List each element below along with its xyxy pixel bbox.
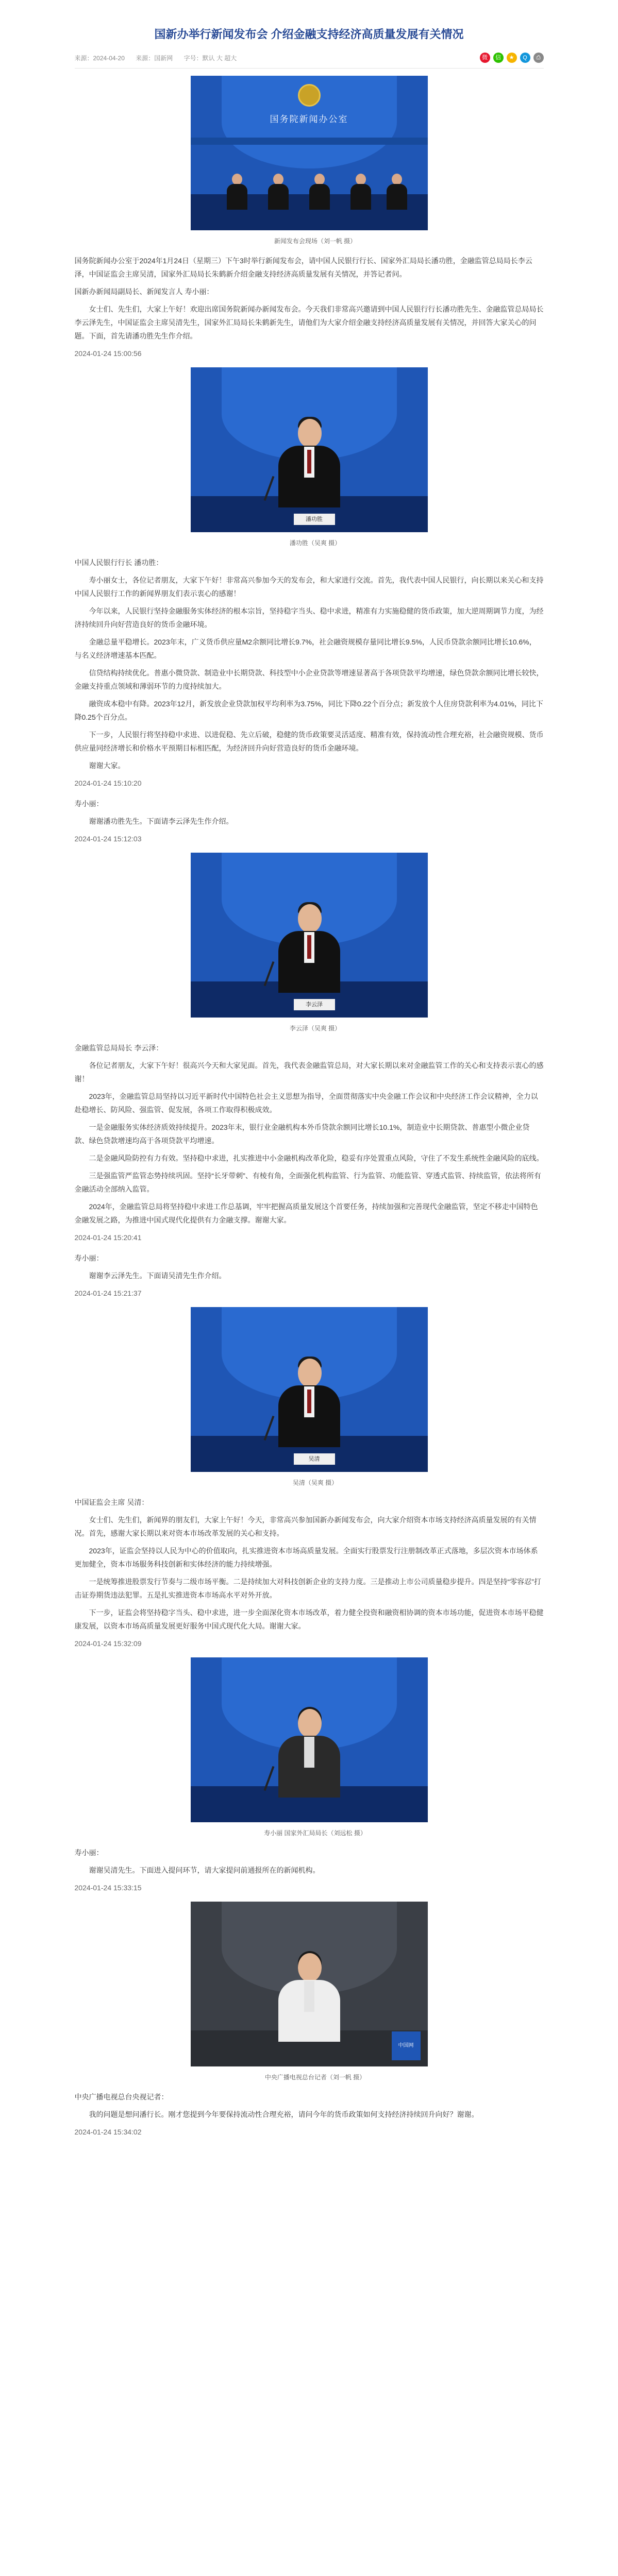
paragraph: 女士们、先生们，大家上午好！欢迎出席国务院新闻办新闻发布会。今天我们非常高兴邀请到中国人民银行行长潘功胜先生、金融监管总局局长李云泽先生，中国证监会主席吴清先生，国家外汇局局长朱鹤新先生，请他们为大家介绍金融支持经济高质量发展有关情况，并回答大家关心的问题。下面，首先请潘功胜先生作介绍。 xyxy=(74,305,544,340)
photo-block xyxy=(75,76,544,248)
nameplate: 潘功胜 xyxy=(294,514,335,525)
speaker-label: 寿小丽： xyxy=(74,800,104,808)
photo-block xyxy=(75,1307,544,1489)
article xyxy=(75,0,544,2139)
paragraph: 谢谢李云泽先生。下面请吴清先生作介绍。 xyxy=(89,1272,226,1280)
photo-caption: 潘功胜（吴爽 摄） xyxy=(289,539,341,547)
timestamp: 2024-01-24 15:12:03 xyxy=(74,835,142,843)
timestamp: 2024-01-24 15:00:56 xyxy=(74,349,142,358)
publish-date: 来源：2024-04-20 xyxy=(74,54,125,62)
speaker-photo xyxy=(191,1307,428,1472)
paragraph: 谢谢吴清先生。下面进入提问环节，请大家提问前通报所在的新闻机构。 xyxy=(89,1866,320,1874)
meta-bar xyxy=(75,47,544,69)
qzone-icon[interactable]: ★ xyxy=(507,53,517,63)
paragraph: 各位记者朋友，大家下午好！很高兴今天和大家见面。首先，我代表金融监管总局，对大家长期以来对金融监管工作的关心和支持表示衷心的感谢！ xyxy=(74,1061,544,1083)
reporter-photo xyxy=(191,1902,428,2066)
speaker-label: 国新办新闻局副局长、新闻发言人 寿小丽： xyxy=(74,287,214,296)
conference-photo xyxy=(191,76,428,230)
photo-caption: 吴清（吴爽 摄） xyxy=(292,1479,338,1486)
paragraph: 2023年，金融监管总局坚持以习近平新时代中国特色社会主义思想为指导，全面贯彻落实中央金融工作会议和中央经济工作会议精神，全力以赴稳增长、防风险、强监管、促发展，各项工作取得积极成效。 xyxy=(74,1092,538,1114)
paragraph: 谢谢大家。 xyxy=(89,761,125,770)
paragraph: 金融总量平稳增长。2023年末，广义货币供应量M2余额同比增长9.7%，社会融资规模存量同比增长9.5%，人民币贷款余额同比增长10.6%，与名义经济增速基本匹配。 xyxy=(74,638,537,659)
paragraph: 下一步，证监会将坚持稳字当头、稳中求进，进一步全面深化资本市场改革，着力健全投资和融资相协调的资本市场功能，促进资本市场平稳健康发展，以资本市场高质量发展更好服务中国式现代化大局。谢谢大家。 xyxy=(74,1608,544,1630)
share-bar xyxy=(480,53,544,63)
speaker-photo xyxy=(191,367,428,532)
photo-caption: 李云泽（吴爽 摄） xyxy=(289,1025,341,1032)
speaker-label: 中央广播电视总台央视记者： xyxy=(74,2093,169,2101)
intro-paragraph: 国务院新闻办公室于2024年1月24日（星期三）下午3时举行新闻发布会，请中国人民银行行长、国家外汇局局长潘功胜，金融监管总局局长李云泽，中国证监会主席吴清，国家外汇局局长朱鹤新介绍金融支持经济高质量发展有关情况，并答记者问。 xyxy=(74,257,532,278)
paragraph: 今年以来，人民银行坚持金融服务实体经济的根本宗旨，坚持稳字当头、稳中求进，精准有力实施稳健的货币政策，加大逆周期调节力度，为经济持续回升向好营造良好的货币金融环境。 xyxy=(74,607,544,629)
paragraph: 二是金融风险防控有力有效。坚持稳中求进，扎实推进中小金融机构改革化险，稳妥有序处置重点风险，守住了不发生系统性金融风险的底线。 xyxy=(89,1154,544,1162)
paragraph: 女士们、先生们，新闻界的朋友们，大家上午好！今天，非常高兴参加国新办新闻发布会，向大家介绍资本市场支持经济高质量发展的有关情况。首先，感谢大家长期以来对资本市场改革发展的关心和支持。 xyxy=(74,1516,537,1537)
source-label: 来源：国新网 xyxy=(136,54,173,62)
print-icon[interactable]: ⎙ xyxy=(533,53,544,63)
paragraph: 2023年，证监会坚持以人民为中心的价值取向，扎实推进资本市场高质量发展。全面实行股票发行注册制改革正式落地，多层次资本市场体系更加健全，资本市场服务科技创新和实体经济的能力持续增强。 xyxy=(74,1547,538,1568)
speaker-label: 中国证监会主席 吴清： xyxy=(74,1498,149,1506)
photo-block xyxy=(75,1657,544,1840)
paragraph: 谢谢潘功胜先生。下面请李云泽先生作介绍。 xyxy=(89,817,233,825)
national-emblem-icon xyxy=(298,84,321,107)
photo-block xyxy=(75,1902,544,2084)
paragraph: 寿小丽女士，各位记者朋友，大家下午好！非常高兴参加今天的发布会，和大家进行交流。首先，我代表中国人民银行，向长期以来关心和支持中国人民银行工作的新闻界朋友们表示衷心的感谢！ xyxy=(74,576,544,598)
timestamp: 2024-01-24 15:10:20 xyxy=(74,779,142,787)
font-size-switch[interactable]: 字号：默认 大 超大 xyxy=(183,54,237,62)
paragraph: 2024年，金融监管总局将坚持稳中求进工作总基调，牢牢把握高质量发展这个首要任务，持续加强和完善现代金融监管，坚定不移走中国特色金融发展之路，为推进中国式现代化提供有力金融支撑。谢谢大家。 xyxy=(74,1202,538,1224)
timestamp: 2024-01-24 15:20:41 xyxy=(74,1233,142,1242)
paragraph: 我的问题是想问潘行长。刚才您提到今年要保持流动性合理充裕，请问今年的货币政策如何支持经济持续回升向好？谢谢。 xyxy=(89,2110,479,2119)
weibo-icon[interactable]: 微 xyxy=(480,53,490,63)
photo-block xyxy=(75,367,544,550)
watermark-logo: 中国网 xyxy=(392,2031,421,2060)
speaker-label: 中国人民银行行长 潘功胜： xyxy=(74,558,163,567)
photo-block xyxy=(75,853,544,1035)
paragraph: 三是强监管严监管态势持续巩固。坚持“长牙带刺”、有棱有角，全面强化机构监管、行为监管、功能监管、穿透式监管、持续监管，依法将所有金融活动全部纳入监管。 xyxy=(74,1172,541,1193)
nameplate: 吴清 xyxy=(294,1453,335,1465)
paragraph: 一是统筹推进股票发行节奏与二级市场平衡。二是持续加大对科技创新企业的支持力度。三是推动上市公司质量稳步提升。四是坚持“零容忍”打击证券期货违法犯罪。五是扎实推进资本市场高水平对外开放。 xyxy=(74,1578,541,1599)
timestamp: 2024-01-24 15:21:37 xyxy=(74,1289,142,1297)
timestamp: 2024-01-24 15:33:15 xyxy=(74,1884,142,1892)
timestamp: 2024-01-24 15:32:09 xyxy=(74,1639,142,1648)
wechat-icon[interactable]: 信 xyxy=(493,53,504,63)
article-body xyxy=(75,76,544,2139)
speaker-label: 寿小丽： xyxy=(74,1254,104,1262)
timestamp: 2024-01-24 15:34:02 xyxy=(74,2128,142,2136)
meta-info xyxy=(75,54,246,62)
photo-caption: 中央广播电视总台记者（刘一帆 摄） xyxy=(264,2074,366,2081)
article-title: 国新办举行新闻发布会 介绍金融支持经济高质量发展有关情况 xyxy=(154,28,464,41)
photo-caption: 寿小丽 国家外汇局局长（刘远松 摄） xyxy=(264,1829,366,1837)
photo-caption: 新闻发布会现场（刘一帆 摄） xyxy=(274,238,357,245)
host-photo xyxy=(191,1657,428,1822)
qq-icon[interactable]: Q xyxy=(520,53,530,63)
nameplate: 李云泽 xyxy=(294,999,335,1010)
paragraph: 下一步，人民银行将坚持稳中求进、以进促稳、先立后破，稳健的货币政策要灵活适度、精准有效，保持流动性合理充裕，社会融资规模、货币供应量同经济增长和价格水平预期目标相匹配，为经济回升向好营造良好的货币金融环境。 xyxy=(74,731,544,752)
paragraph: 一是金融服务实体经济质效持续提升。2023年末，银行业金融机构本外币贷款余额同比增长10.1%，制造业中长期贷款、普惠型小微企业贷款、绿色贷款增速均高于各项贷款平均增速。 xyxy=(74,1123,530,1145)
paragraph: 融资成本稳中有降。2023年12月，新发放企业贷款加权平均利率为3.75%，同比下降0.22个百分点；新发放个人住房贷款利率为4.01%，同比下降0.25个百分点。 xyxy=(74,700,543,721)
photo-banner: 国务院新闻办公室 xyxy=(270,114,348,125)
speaker-label: 金融监管总局局长 李云泽： xyxy=(74,1044,163,1052)
paragraph: 信贷结构持续优化。普惠小微贷款、制造业中长期贷款、科技型中小企业贷款等增速显著高于各项贷款平均增速，绿色贷款余额同比增长较快，金融支持重点领域和薄弱环节的力度持续加大。 xyxy=(74,669,544,690)
speaker-photo xyxy=(191,853,428,1018)
speaker-label: 寿小丽： xyxy=(74,1849,104,1857)
